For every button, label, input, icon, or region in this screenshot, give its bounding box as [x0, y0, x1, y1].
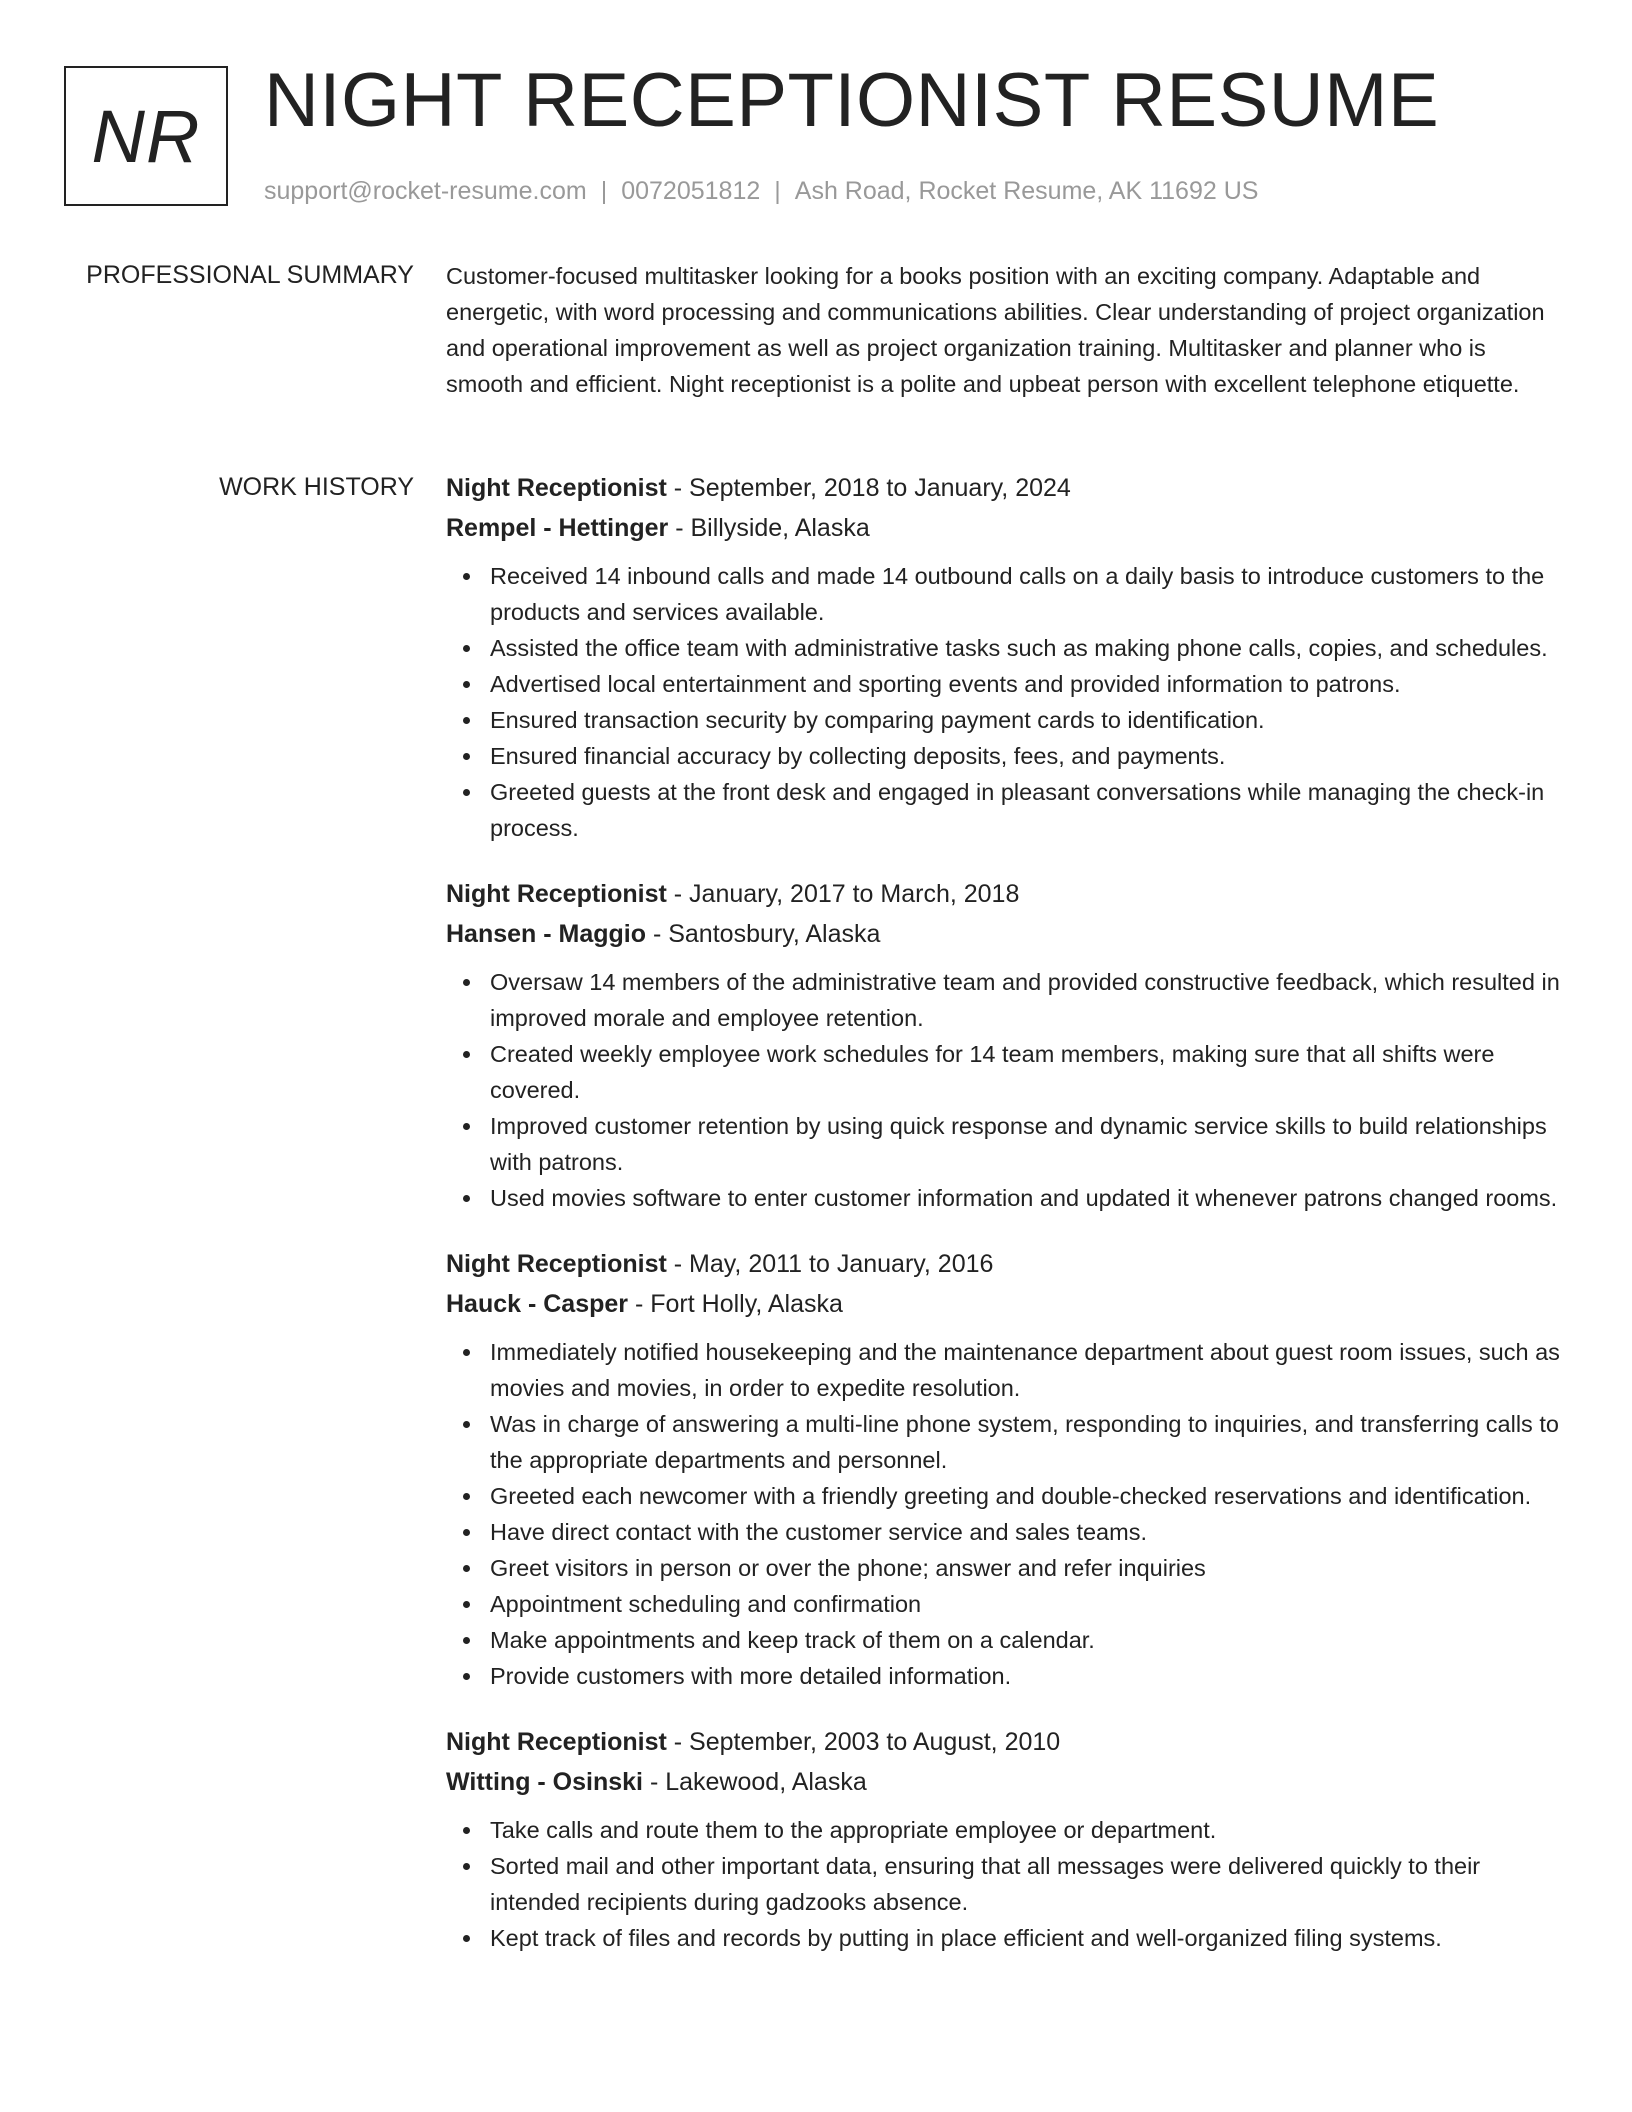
work-history-heading: WORK HISTORY	[219, 473, 414, 501]
job-bullet-list	[446, 1812, 1562, 1956]
job-bullet-item: Improved customer retention by using quick response and dynamic service skills to build relationships with patrons.	[490, 1108, 1562, 1180]
job-bullet-item: Greet visitors in person or over the phone; answer and refer inquiries	[490, 1550, 1562, 1586]
job-bullet-list	[446, 558, 1562, 846]
job-bullet-item: Provide customers with more detailed information.	[490, 1658, 1562, 1694]
job-bullet-item: Sorted mail and other important data, ensuring that all messages were delivered quickly to their intended recipients during gadzooks absence.	[490, 1848, 1562, 1920]
job-bullet-item: Make appointments and keep track of them on a calendar.	[490, 1622, 1562, 1658]
job-bullet-item: Take calls and route them to the appropriate employee or department.	[490, 1812, 1562, 1848]
job-title-line	[446, 1722, 1562, 1762]
job-entry	[446, 468, 1562, 846]
job-bullet-item: Ensured transaction security by comparing payment cards to identification.	[490, 702, 1562, 738]
job-bullet-item: Immediately notified housekeeping and the maintenance department about guest room issues, such as movies and movies, in order to expedite resolution.	[490, 1334, 1562, 1406]
initials-monogram	[64, 66, 228, 206]
job-bullet-item: Greeted guests at the front desk and engaged in pleasant conversations while managing the check-in process.	[490, 774, 1562, 846]
job-title-line	[446, 874, 1562, 914]
job-dates: - September, 2003 to August, 2010	[666, 1728, 1061, 1756]
initials-text: NR	[91, 94, 201, 178]
job-bullet-item: Was in charge of answering a multi-line phone system, responding to inquiries, and transferring calls to the appropriate departments and personnel.	[490, 1406, 1562, 1478]
job-title: Night Receptionist	[446, 880, 667, 908]
contact-separator: |	[774, 177, 781, 205]
job-location: - Billyside, Alaska	[668, 514, 870, 542]
job-bullet-item: Received 14 inbound calls and made 14 outbound calls on a daily basis to introduce customers to the products and services available.	[490, 558, 1562, 630]
job-dates: - September, 2018 to January, 2024	[666, 474, 1071, 502]
job-entry	[446, 1722, 1562, 1956]
contact-separator: |	[600, 177, 608, 205]
job-title-line	[446, 468, 1562, 508]
job-bullet-item: Advertised local entertainment and sporting events and provided information to patrons.	[490, 666, 1562, 702]
contact-line	[264, 175, 1258, 207]
job-company-line	[446, 1284, 1562, 1324]
job-company: Hansen - Maggio	[446, 920, 647, 948]
contact-email: support@rocket-resume.com	[264, 177, 587, 205]
job-company: Hauck - Casper	[446, 1290, 629, 1318]
job-bullet-item: Ensured financial accuracy by collecting deposits, fees, and payments.	[490, 738, 1562, 774]
job-bullet-item: Have direct contact with the customer service and sales teams.	[490, 1514, 1562, 1550]
job-title: Night Receptionist	[446, 1250, 667, 1278]
job-bullet-list	[446, 1334, 1562, 1694]
job-title-line	[446, 1244, 1562, 1284]
summary-text: Customer-focused multitasker looking for a books position with an exciting company. Adaptable and energetic, with word processing and communications abilities. Clear understanding of project organization and operational improvement as well as project organization training. Multitasker and planner who is smooth and efficient. Night receptionist is a polite and upbeat person with excellent telephone etiquette.	[446, 263, 1545, 397]
job-bullet-list	[446, 964, 1562, 1216]
job-company-line	[446, 508, 1562, 548]
job-bullet-item: Created weekly employee work schedules for 14 team members, making sure that all shifts were covered.	[490, 1036, 1562, 1108]
job-bullet-item: Oversaw 14 members of the administrative team and provided constructive feedback, which resulted in improved morale and employee retention.	[490, 964, 1562, 1036]
contact-address: Ash Road, Rocket Resume, AK 11692 US	[794, 177, 1259, 205]
job-title: Night Receptionist	[446, 1728, 667, 1756]
contact-phone: 0072051812	[621, 177, 761, 205]
job-bullet-item: Appointment scheduling and confirmation	[490, 1586, 1562, 1622]
job-location: - Santosbury, Alaska	[646, 920, 881, 948]
job-company: Rempel - Hettinger	[446, 514, 669, 542]
job-title: Night Receptionist	[446, 474, 667, 502]
job-entry	[446, 874, 1562, 1216]
job-dates: - May, 2011 to January, 2016	[666, 1250, 994, 1278]
summary-heading: PROFESSIONAL SUMMARY	[86, 261, 414, 289]
resume-title: NIGHT RECEPTIONIST RESUME	[264, 58, 1440, 143]
job-entry	[446, 1244, 1562, 1694]
job-company-line	[446, 1762, 1562, 1802]
job-company-line	[446, 914, 1562, 954]
job-location: - Fort Holly, Alaska	[628, 1290, 843, 1318]
job-dates: - January, 2017 to March, 2018	[666, 880, 1020, 908]
work-history-list	[446, 468, 1562, 1984]
job-bullet-item: Kept track of files and records by putting in place efficient and well-organized filing systems.	[490, 1920, 1562, 1956]
job-company: Witting - Osinski	[446, 1768, 643, 1796]
job-location: - Lakewood, Alaska	[643, 1768, 867, 1796]
job-bullet-item: Used movies software to enter customer information and updated it whenever patrons changed rooms.	[490, 1180, 1562, 1216]
job-bullet-item: Assisted the office team with administrative tasks such as making phone calls, copies, and schedules.	[490, 630, 1562, 666]
job-bullet-item: Greeted each newcomer with a friendly greeting and double-checked reservations and identification.	[490, 1478, 1562, 1514]
